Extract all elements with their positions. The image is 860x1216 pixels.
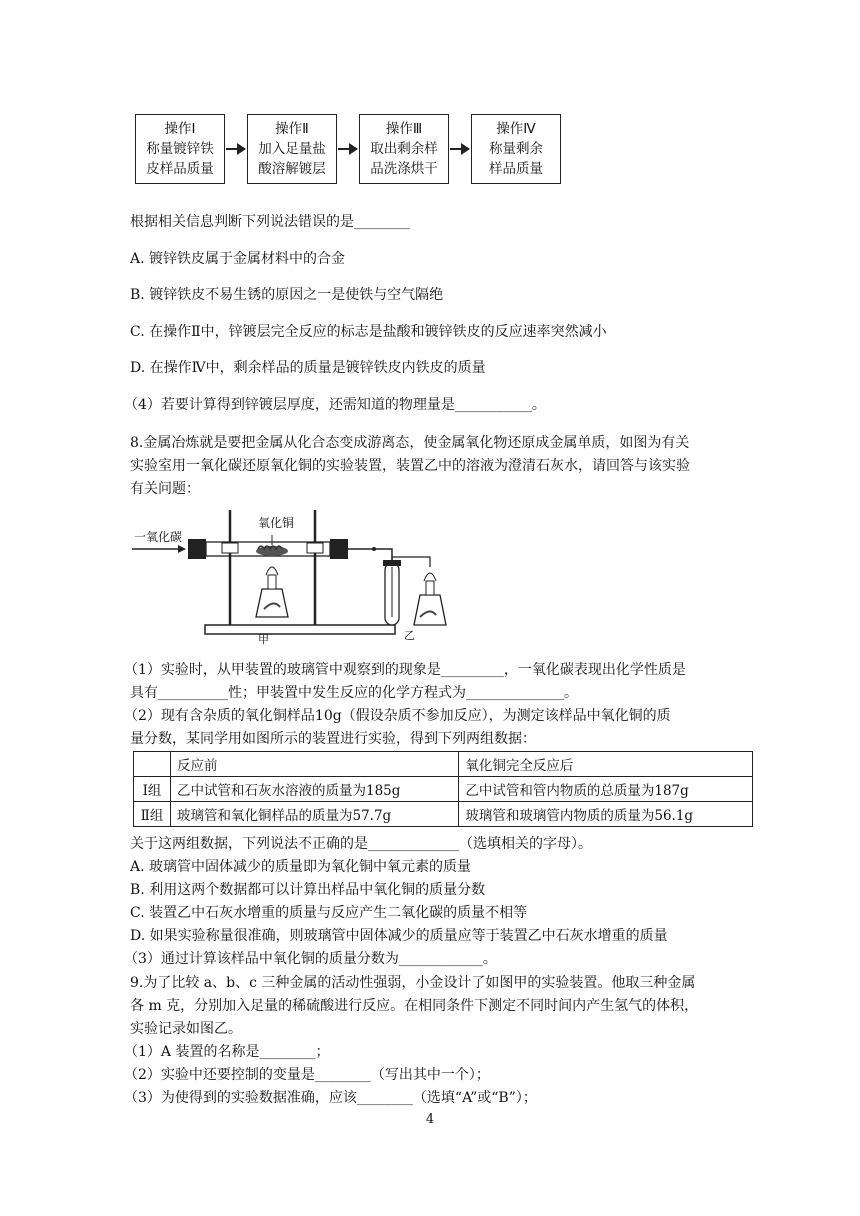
q7-sub4: （4）若要计算得到锌镀层厚度，还需知道的物理量是___________。 xyxy=(124,397,546,413)
flow-step-3: 操作Ⅲ 取出剩余样 品洗涤烘干 xyxy=(359,114,449,184)
co-reduction-apparatus-figure xyxy=(130,505,470,645)
q8-intro-line3: 有关问题： xyxy=(130,481,200,497)
q8-sub1-line1: （1）实验时，从甲装置的玻璃管中观察到的现象是_________，一氧化碳表现出化学性质是 xyxy=(124,662,686,678)
flow-step-1: 操作Ⅰ 称量镀锌铁 皮样品质量 xyxy=(135,114,225,184)
q7-option-c: C. 在操作Ⅱ中，锌镀层完全反应的标志是盐酸和镀锌铁皮的反应速率突然减小 xyxy=(130,324,607,340)
q9-sub2: （2）实验中还要控制的变量是________（写出其中一个）； xyxy=(124,1067,490,1083)
q9-sub3: （3）为使得到的实验数据准确，应该________（选填“A”或“B”）； xyxy=(124,1090,537,1106)
experiment-data-table xyxy=(133,751,753,827)
table-row xyxy=(134,777,753,802)
flow-arrow xyxy=(338,148,356,150)
q8-sub2-line2: 量分数，某同学用如图所示的装置进行实验，得到下列两组数据： xyxy=(130,731,536,747)
q8-intro-line1: 8.金属冶炼就是要把金属从化合态变成游离态，使金属氧化物还原成金属单质，如图为有关 xyxy=(130,435,690,451)
table-cell: 氧化铜完全反应后 xyxy=(459,752,753,777)
table-cell: 反应前 xyxy=(171,752,459,777)
q7-option-a: A. 镀锌铁皮属于金属材料中的合金 xyxy=(130,251,346,267)
q8-option-a: A. 玻璃管中固体减少的质量即为氧化铜中氧元素的质量 xyxy=(130,859,472,875)
q7-option-b: B. 镀锌铁皮不易生锈的原因之一是使铁与空气隔绝 xyxy=(130,287,444,303)
table-cell: Ⅰ组 xyxy=(134,777,171,802)
table-cell xyxy=(134,752,171,777)
q8-intro-line2: 实验室用一氧化碳还原氧化铜的实验装置，装置乙中的溶液为澄清石灰水，请回答与该实验 xyxy=(130,458,690,474)
table-cell: 乙中试管和石灰水溶液的质量为185g xyxy=(171,777,459,802)
q7-prompt: 根据相关信息判断下列说法错误的是________ xyxy=(130,214,410,230)
page-number: 4 xyxy=(425,1112,435,1127)
q9-intro-line3: 实验记录如图乙。 xyxy=(130,1021,242,1037)
flow-arrow xyxy=(450,148,468,150)
q8-sub3: （3）通过计算该样品中氧化铜的质量分数为____________。 xyxy=(124,951,497,967)
table-header-row xyxy=(134,752,753,777)
flow-arrow xyxy=(226,148,244,150)
label-jia: 甲 xyxy=(258,633,269,645)
table-cell: 玻璃管和玻璃管内物质的质量为56.1g xyxy=(459,802,753,827)
q8-sub2-line1: （2）现有含杂质的氧化铜样品10g（假设杂质不参加反应），为测定该样品中氧化铜的质 xyxy=(124,708,671,724)
label-copper-oxide: 氧化铜 xyxy=(258,516,295,530)
q9-intro-line1: 9.为了比较 a、b、c 三种金属的活动性强弱，小金设计了如图甲的实验装置。他取三种金属 xyxy=(130,975,696,991)
flow-step-2: 操作Ⅱ 加入足量盐 酸溶解镀层 xyxy=(247,114,337,184)
q8-about: 关于这两组数据，下列说法不正确的是_____________（选填相关的字母）。 xyxy=(130,836,592,852)
table-row xyxy=(134,802,753,827)
table-cell: 乙中试管和管内物质的总质量为187g xyxy=(459,777,753,802)
table-cell: 玻璃管和氧化铜样品的质量为57.7g xyxy=(171,802,459,827)
q7-option-d: D. 在操作Ⅳ中，剩余样品的质量是镀锌铁皮内铁皮的质量 xyxy=(130,360,486,376)
q8-option-c: C. 装置乙中石灰水增重的质量与反应产生二氧化碳的质量不相等 xyxy=(130,905,528,921)
q8-option-b: B. 利用这两个数据都可以计算出样品中氧化铜的质量分数 xyxy=(130,882,486,898)
q9-intro-line2: 各 m 克，分别加入足量的稀硫酸进行反应。在相同条件下测定不同时间内产生氢气的体积， xyxy=(130,998,699,1014)
q8-sub1-line2: 具有__________性；甲装置中发生反应的化学方程式为______________。 xyxy=(130,685,578,701)
process-flowchart xyxy=(135,114,555,188)
label-carbon-monoxide: 一氧化碳 xyxy=(134,530,183,544)
table-cell: Ⅱ组 xyxy=(134,802,171,827)
flow-step-4: 操作Ⅳ 称量剩余 样品质量 xyxy=(471,114,561,184)
q9-sub1: （1）A 装置的名称是________； xyxy=(124,1044,330,1060)
q8-option-d: D. 如果实验称量很准确，则玻璃管中固体减少的质量应等于装置乙中石灰水增重的质量 xyxy=(130,928,668,944)
label-yi: 乙 xyxy=(404,629,415,642)
